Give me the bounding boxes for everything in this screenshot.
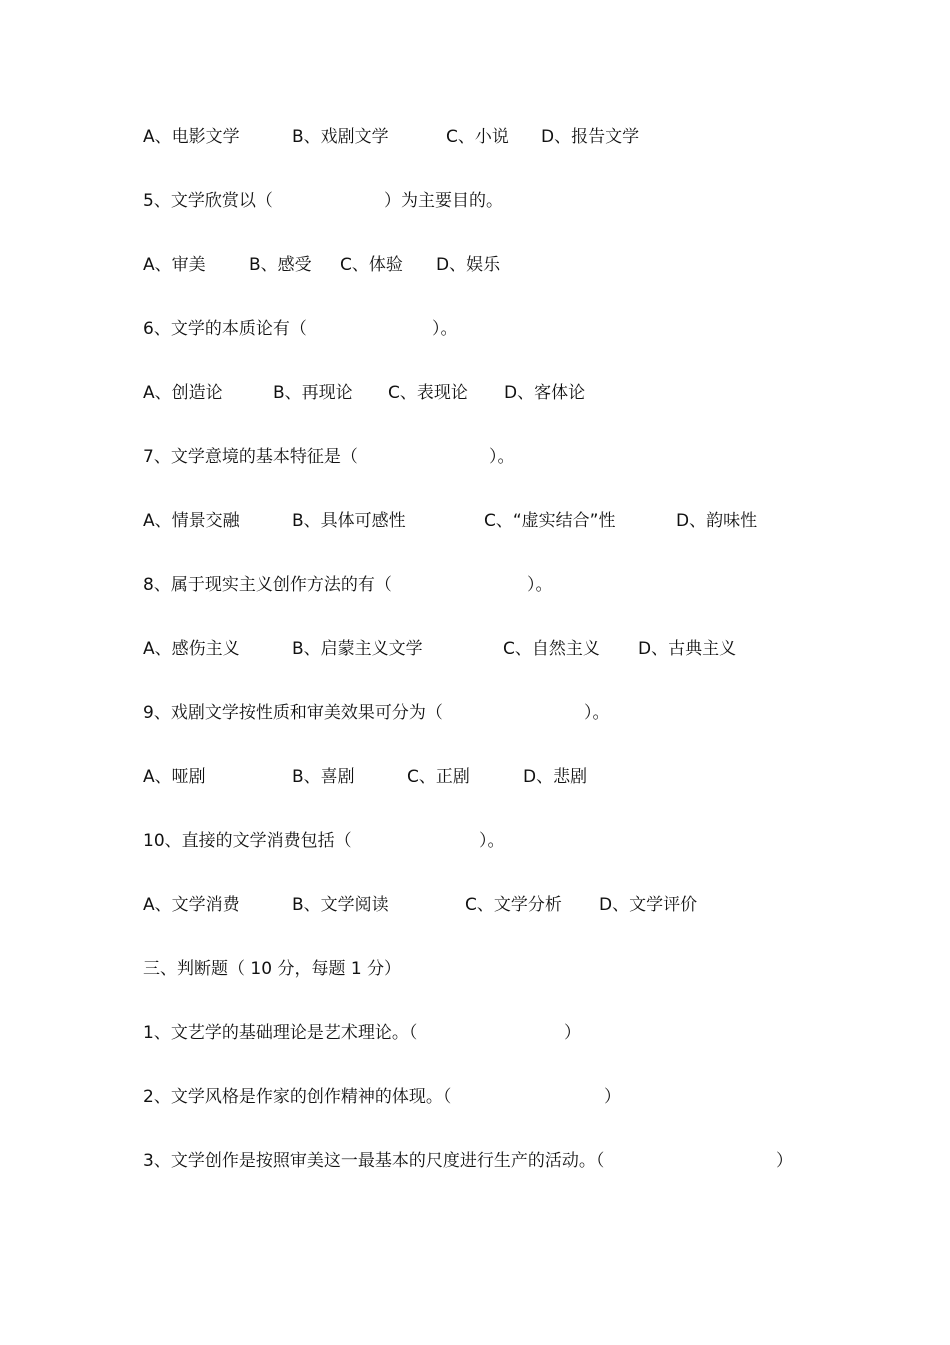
question-text: 3、文学创作是按照审美这一最基本的尺度进行生产的活动。（ [143, 1151, 605, 1171]
option-a: A、文学消费 [143, 895, 240, 915]
option-c: C、文学分析 [465, 895, 562, 915]
question-text-end: ）。 [489, 447, 515, 467]
option-a: A、感伤主义 [143, 639, 240, 659]
question-text-end: ）。 [432, 319, 458, 339]
question-text: 8、属于现实主义创作方法的有（ [143, 575, 392, 595]
question-text-end: ）。 [527, 575, 553, 595]
option-c: C、小说 [446, 127, 509, 147]
question-text-end: ）。 [479, 831, 505, 851]
option-d: D、文学评价 [599, 895, 698, 915]
question-text-end: ） [564, 1023, 581, 1043]
option-b: B、具体可感性 [292, 511, 406, 531]
option-c: C、自然主义 [503, 639, 600, 659]
option-b: B、戏剧文学 [292, 127, 389, 147]
option-a: A、创造论 [143, 383, 223, 403]
option-c: C、体验 [340, 255, 403, 275]
question-text: 5、文学欣赏以（ [143, 191, 273, 211]
option-b: B、感受 [249, 255, 312, 275]
question-text-end: ）为主要目的。 [384, 191, 503, 211]
option-d: D、韵味性 [676, 511, 758, 531]
question-text: 1、文艺学的基础理论是艺术理论。（ [143, 1023, 418, 1043]
option-b: B、再现论 [273, 383, 353, 403]
option-c: C、表现论 [388, 383, 468, 403]
option-d: D、悲剧 [523, 767, 588, 787]
question-text: 7、文学意境的基本特征是（ [143, 447, 358, 467]
option-a: A、审美 [143, 255, 206, 275]
question-text: 9、戏剧文学按性质和审美效果可分为（ [143, 703, 443, 723]
question-text: 2、文学风格是作家的创作精神的体现。（ [143, 1087, 452, 1107]
section-title: 三、判断题（ 10 分，每题 1 分） [143, 959, 402, 979]
question-text-end: ）。 [584, 703, 610, 723]
option-a: A、电影文学 [143, 127, 240, 147]
question-text-end: ） [776, 1151, 793, 1171]
option-c: C、正剧 [407, 767, 470, 787]
option-b: B、喜剧 [292, 767, 355, 787]
option-d: D、娱乐 [436, 255, 501, 275]
option-d: D、报告文学 [541, 127, 640, 147]
question-text: 10、直接的文学消费包括（ [143, 831, 352, 851]
option-b: B、启蒙主义文学 [292, 639, 423, 659]
question-text-end: ） [604, 1087, 621, 1107]
option-d: D、客体论 [504, 383, 586, 403]
option-a: A、哑剧 [143, 767, 206, 787]
option-c: C、“虚实结合”性 [484, 511, 616, 531]
question-text: 6、文学的本质论有（ [143, 319, 307, 339]
option-a: A、情景交融 [143, 511, 240, 531]
option-b: B、文学阅读 [292, 895, 389, 915]
option-d: D、古典主义 [638, 639, 737, 659]
